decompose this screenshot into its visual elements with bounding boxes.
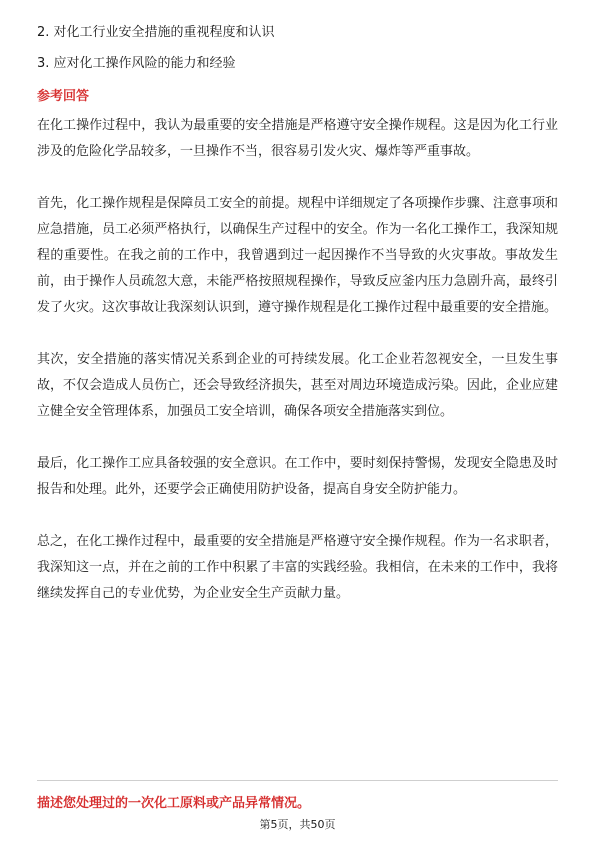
next-question-heading: 描述您处理过的一次化工原料或产品异常情况。 [37, 796, 311, 811]
answer-paragraph-summary: 总之，在化工操作过程中，最重要的安全措施是严格遵守安全操作规程。作为一名求职者，我深知这一点，并在之前的工作中积累了丰富的实践经验。我相信，在未来的工作中，我将继续发挥自己的专业优势，为企业安全生产贡献力量。 [37, 534, 558, 601]
answer-paragraph-intro: 在化工操作过程中，我认为最重要的安全措施是严格遵守安全操作规程。这是因为化工行业涉及的危险化学品较多，一旦操作不当，很容易引发火灾、爆炸等严重事故。 [37, 118, 558, 159]
reference-answer-body [37, 113, 558, 607]
list-item-evaluation-point-2: 2. 对化工行业安全措施的重视程度和认识 [37, 25, 275, 40]
answer-paragraph-first: 首先，化工操作规程是保障员工安全的前提。规程中详细规定了各项操作步骤、注意事项和应急措施，员工必须严格执行，以确保生产过程中的安全。作为一名化工操作工，我深知规程的重要性。在我之前的工作中，我曾遇到过一起因操作不当导致的火灾事故。事故发生前，由于操作人员疏忽大意，未能严格按照规程操作，导致反应釜内压力急剧升高，最终引发了火灾。这次事故让我深刻认识到，遵守操作规程是化工操作过程中最重要的安全措施。 [37, 196, 558, 315]
reference-answer-heading: 参考回答 [37, 89, 90, 104]
section-divider [37, 780, 558, 781]
answer-paragraph-last: 最后，化工操作工应具备较强的安全意识。在工作中，要时刻保持警惕，发现安全隐患及时报告和处理。此外，还要学会正确使用防护设备，提高自身安全防护能力。 [37, 456, 558, 497]
page-number-footer: 第5页，共50页 [259, 818, 336, 831]
list-item-evaluation-point-3: 3. 应对化工操作风险的能力和经验 [37, 56, 236, 71]
answer-paragraph-second: 其次，安全措施的落实情况关系到企业的可持续发展。化工企业若忽视安全，一旦发生事故，不仅会造成人员伤亡，还会导致经济损失，甚至对周边环境造成污染。因此，企业应建立健全安全管理体系，加强员工安全培训，确保各项安全措施落实到位。 [37, 352, 558, 419]
